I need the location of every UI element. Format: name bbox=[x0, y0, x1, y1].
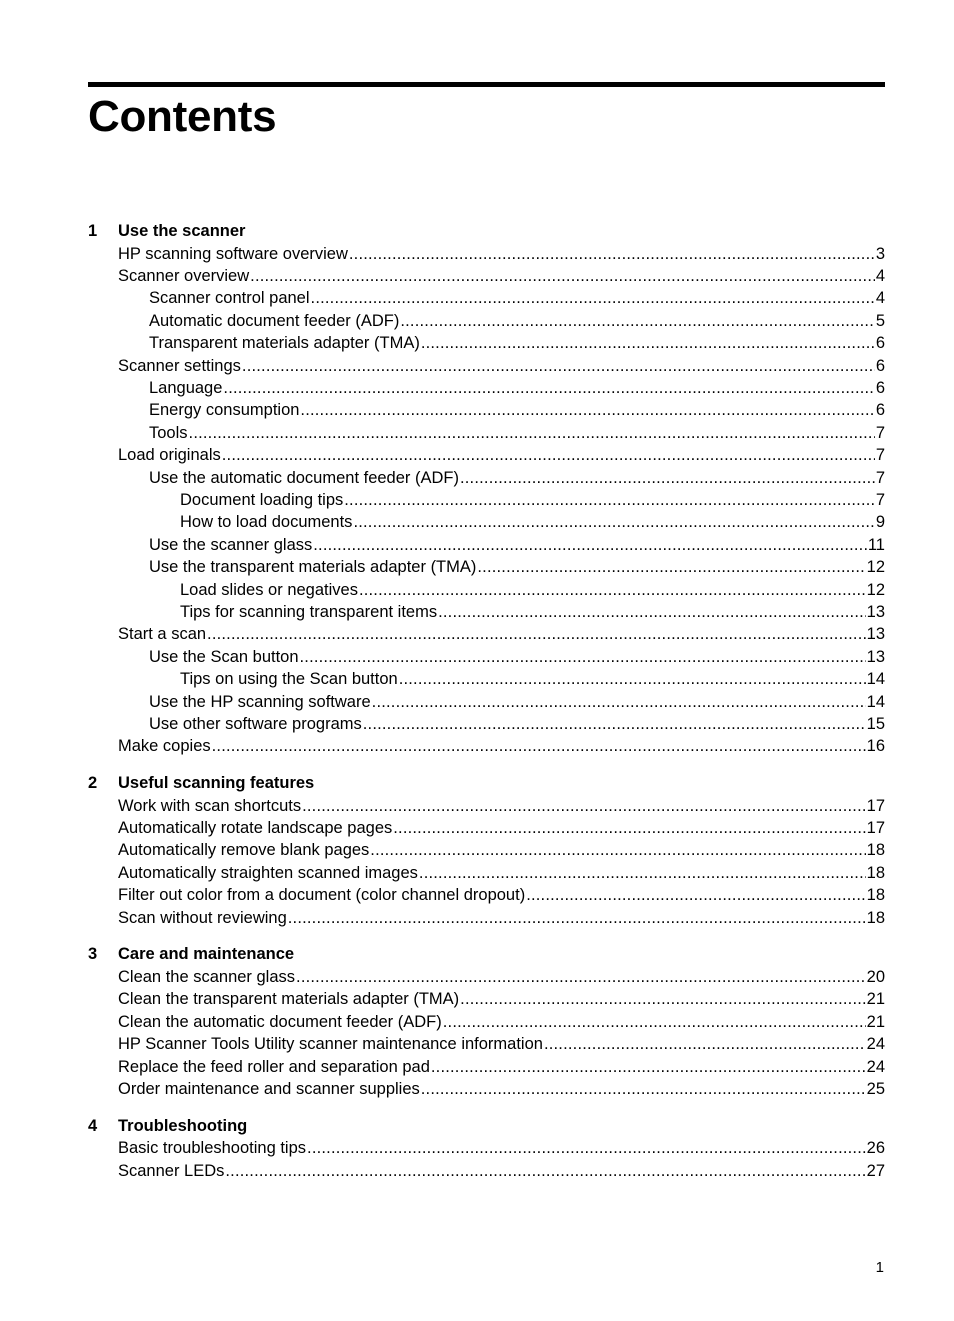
toc-entry-page: 27 bbox=[866, 1161, 885, 1180]
toc-entry-page: 9 bbox=[875, 513, 885, 532]
toc-leader-dots bbox=[359, 581, 866, 600]
toc-entry[interactable] bbox=[88, 265, 885, 287]
toc-chapter-number: 3 bbox=[88, 945, 98, 964]
toc-entry-title: Scanner control panel bbox=[149, 289, 310, 308]
toc-entry[interactable] bbox=[88, 1011, 885, 1033]
toc-leader-dots bbox=[460, 469, 875, 488]
toc-entry[interactable] bbox=[88, 966, 885, 988]
toc-leader-dots bbox=[250, 267, 875, 286]
toc-chapter-heading[interactable] bbox=[88, 1115, 885, 1138]
toc-chapter-heading[interactable] bbox=[88, 943, 885, 966]
toc-entry-page: 21 bbox=[866, 990, 885, 1009]
toc-entry-title: Scan without reviewing bbox=[118, 908, 287, 927]
toc-entry[interactable] bbox=[88, 333, 885, 355]
toc-entry-title: HP scanning software overview bbox=[118, 244, 348, 263]
toc-entry[interactable] bbox=[88, 907, 885, 929]
toc-leader-dots bbox=[393, 819, 865, 838]
toc-entry[interactable] bbox=[88, 646, 885, 668]
toc-entry-page: 21 bbox=[866, 1012, 885, 1031]
toc-entry-title: How to load documents bbox=[180, 513, 353, 532]
toc-entry[interactable] bbox=[88, 885, 885, 907]
toc-entry-page: 25 bbox=[866, 1079, 885, 1098]
toc-leader-dots bbox=[419, 864, 866, 883]
toc-entry-page: 16 bbox=[866, 737, 885, 756]
toc-chapter-title: Care and maintenance bbox=[118, 945, 295, 964]
toc-leader-dots bbox=[363, 715, 866, 734]
toc-chapter bbox=[88, 1115, 885, 1183]
page-number: 1 bbox=[875, 1259, 884, 1276]
toc-entry-page: 18 bbox=[866, 908, 885, 927]
toc-leader-dots bbox=[372, 693, 866, 712]
toc-entry-title: Document loading tips bbox=[180, 490, 344, 509]
toc-entry-page: 6 bbox=[875, 379, 885, 398]
toc-entry[interactable] bbox=[88, 713, 885, 735]
toc-leader-dots bbox=[526, 886, 865, 905]
toc-leader-dots bbox=[544, 1035, 866, 1054]
toc-entry-page: 7 bbox=[875, 423, 885, 442]
toc-entry[interactable] bbox=[88, 862, 885, 884]
toc-entry-page: 14 bbox=[866, 670, 885, 689]
toc-entry-title: Order maintenance and scanner supplies bbox=[118, 1079, 420, 1098]
toc-entry[interactable] bbox=[88, 400, 885, 422]
toc-entry-title: Energy consumption bbox=[149, 401, 300, 420]
toc-entry[interactable] bbox=[88, 1078, 885, 1100]
toc-entry[interactable] bbox=[88, 1160, 885, 1182]
toc-entry-page: 5 bbox=[875, 311, 885, 330]
page-title: Contents bbox=[88, 92, 277, 141]
toc-entry-page: 7 bbox=[875, 490, 885, 509]
toc-leader-dots bbox=[311, 289, 875, 308]
toc-entry-title: Replace the feed roller and separation pad bbox=[118, 1057, 430, 1076]
toc-entry-title: Language bbox=[149, 379, 223, 398]
toc-chapter-heading[interactable] bbox=[88, 772, 885, 795]
toc-entry-title: Start a scan bbox=[118, 625, 207, 644]
toc-entry-page: 4 bbox=[875, 289, 885, 308]
toc-entry[interactable] bbox=[88, 601, 885, 623]
toc-entry-page: 12 bbox=[866, 558, 885, 577]
toc-entry-title: Scanner overview bbox=[118, 267, 250, 286]
toc-chapter-title: Useful scanning features bbox=[118, 773, 315, 792]
toc-entry-title: Tips for scanning transparent items bbox=[180, 602, 438, 621]
toc-entry-page: 24 bbox=[866, 1057, 885, 1076]
toc-leader-dots bbox=[288, 909, 866, 928]
toc-entry-title: Clean the automatic document feeder (ADF) bbox=[118, 1012, 442, 1031]
toc-entry[interactable] bbox=[88, 310, 885, 332]
table-of-contents bbox=[88, 220, 885, 1196]
toc-leader-dots bbox=[296, 968, 866, 987]
toc-entry-title: Use the HP scanning software bbox=[149, 692, 371, 711]
toc-chapter bbox=[88, 772, 885, 929]
toc-leader-dots bbox=[421, 1080, 866, 1099]
toc-entry-page: 13 bbox=[866, 625, 885, 644]
toc-leader-dots bbox=[313, 536, 867, 555]
toc-leader-dots bbox=[225, 1162, 865, 1181]
toc-entry-title: Basic troubleshooting tips bbox=[118, 1139, 307, 1158]
toc-entry[interactable] bbox=[88, 691, 885, 713]
toc-entry-title: Use the transparent materials adapter (TMA) bbox=[149, 558, 477, 577]
toc-leader-dots bbox=[307, 1139, 866, 1158]
toc-chapter bbox=[88, 943, 885, 1100]
toc-entry-page: 3 bbox=[875, 244, 885, 263]
toc-entry-page: 17 bbox=[866, 819, 885, 838]
toc-entry-page: 13 bbox=[866, 647, 885, 666]
toc-entry[interactable] bbox=[88, 355, 885, 377]
toc-entry-page: 18 bbox=[866, 841, 885, 860]
toc-leader-dots bbox=[300, 401, 874, 420]
toc-entry-title: Load slides or negatives bbox=[180, 580, 358, 599]
toc-leader-dots bbox=[399, 670, 866, 689]
toc-leader-dots bbox=[370, 841, 865, 860]
toc-entry[interactable] bbox=[88, 243, 885, 265]
toc-entry-title: Automatically straighten scanned images bbox=[118, 863, 418, 882]
toc-entry[interactable] bbox=[88, 556, 885, 578]
toc-chapter-number: 2 bbox=[88, 773, 98, 792]
toc-leader-dots bbox=[300, 648, 866, 667]
toc-entry-page: 18 bbox=[866, 863, 885, 882]
toc-leader-dots bbox=[189, 424, 875, 443]
toc-chapter-number: 1 bbox=[88, 222, 98, 240]
toc-entry[interactable] bbox=[88, 467, 885, 489]
toc-entry[interactable] bbox=[88, 512, 885, 534]
toc-entry-title: Automatically remove blank pages bbox=[118, 841, 370, 860]
toc-entry[interactable] bbox=[88, 817, 885, 839]
toc-entry-title: Filter out color from a document (color channel dropout) bbox=[118, 886, 526, 905]
toc-entry-title: Automatically rotate landscape pages bbox=[118, 819, 393, 838]
toc-entry-page: 13 bbox=[866, 602, 885, 621]
toc-entry-page: 6 bbox=[875, 334, 885, 353]
toc-entry-title: Automatic document feeder (ADF) bbox=[149, 311, 400, 330]
toc-entry-page: 11 bbox=[867, 535, 885, 554]
toc-entry-title: Scanner LEDs bbox=[118, 1161, 225, 1180]
toc-entry[interactable] bbox=[88, 422, 885, 444]
toc-leader-dots bbox=[349, 245, 875, 264]
toc-entry-page: 26 bbox=[866, 1139, 885, 1158]
toc-entry-title: Tips on using the Scan button bbox=[180, 670, 398, 689]
toc-entry[interactable] bbox=[88, 840, 885, 862]
toc-chapter bbox=[88, 220, 885, 758]
toc-leader-dots bbox=[443, 1013, 866, 1032]
toc-entry-page: 6 bbox=[875, 356, 885, 375]
toc-entry-page: 24 bbox=[866, 1035, 885, 1054]
toc-entry-title: Scanner settings bbox=[118, 356, 241, 375]
toc-entry-title: Clean the scanner glass bbox=[118, 968, 296, 987]
toc-leader-dots bbox=[207, 625, 866, 644]
toc-entry-title: HP Scanner Tools Utility scanner maintenance information bbox=[118, 1035, 543, 1054]
toc-entry[interactable] bbox=[88, 288, 885, 310]
toc-leader-dots bbox=[438, 603, 866, 622]
toc-entry-title: Tools bbox=[149, 423, 188, 442]
toc-chapter-number: 4 bbox=[88, 1116, 98, 1135]
toc-entry[interactable] bbox=[88, 989, 885, 1011]
toc-entry-page: 12 bbox=[866, 580, 885, 599]
toc-entry[interactable] bbox=[88, 736, 885, 758]
header-rule bbox=[88, 82, 885, 87]
toc-entry-page: 6 bbox=[875, 401, 885, 420]
toc-entry-page: 7 bbox=[875, 468, 885, 487]
toc-entry-title: Use other software programs bbox=[149, 714, 362, 733]
toc-entry[interactable] bbox=[88, 624, 885, 646]
toc-leader-dots bbox=[477, 558, 865, 577]
toc-entry[interactable] bbox=[88, 795, 885, 817]
toc-leader-dots bbox=[302, 797, 866, 816]
toc-entry-title: Use the scanner glass bbox=[149, 535, 313, 554]
toc-leader-dots bbox=[242, 357, 875, 376]
toc-entry-page: 7 bbox=[875, 446, 885, 465]
toc-entry[interactable] bbox=[88, 1138, 885, 1160]
toc-entry-title: Clean the transparent materials adapter (TMA) bbox=[118, 990, 460, 1009]
toc-entry[interactable] bbox=[88, 579, 885, 601]
toc-chapter-title: Troubleshooting bbox=[118, 1116, 248, 1135]
toc-chapter-heading[interactable] bbox=[88, 220, 885, 243]
toc-leader-dots bbox=[400, 312, 874, 331]
toc-entry-page: 14 bbox=[866, 692, 885, 711]
toc-entry[interactable] bbox=[88, 489, 885, 511]
toc-entry[interactable] bbox=[88, 445, 885, 467]
toc-entry[interactable] bbox=[88, 534, 885, 556]
toc-leader-dots bbox=[222, 446, 875, 465]
toc-entry[interactable] bbox=[88, 1034, 885, 1056]
toc-entry[interactable] bbox=[88, 377, 885, 399]
toc-entry-page: 20 bbox=[866, 968, 885, 987]
toc-entry-page: 15 bbox=[866, 714, 885, 733]
toc-entry-page: 18 bbox=[866, 886, 885, 905]
toc-entry-title: Use the automatic document feeder (ADF) bbox=[149, 468, 459, 487]
toc-entry-page: 4 bbox=[875, 267, 885, 286]
toc-entry-page: 17 bbox=[866, 796, 885, 815]
toc-entry-title: Make copies bbox=[118, 737, 211, 756]
toc-entry[interactable] bbox=[88, 668, 885, 690]
toc-leader-dots bbox=[344, 491, 875, 510]
toc-entry-title: Transparent materials adapter (TMA) bbox=[149, 334, 420, 353]
toc-leader-dots bbox=[421, 334, 875, 353]
toc-leader-dots bbox=[460, 990, 865, 1009]
toc-entry-title: Use the Scan button bbox=[149, 647, 299, 666]
toc-leader-dots bbox=[431, 1058, 866, 1077]
toc-entry-title: Work with scan shortcuts bbox=[118, 796, 302, 815]
toc-entry-title: Load originals bbox=[118, 446, 221, 465]
toc-chapter-title: Use the scanner bbox=[118, 222, 246, 240]
toc-leader-dots bbox=[223, 379, 874, 398]
toc-leader-dots bbox=[212, 737, 866, 756]
toc-leader-dots bbox=[353, 513, 874, 532]
toc-entry[interactable] bbox=[88, 1056, 885, 1078]
